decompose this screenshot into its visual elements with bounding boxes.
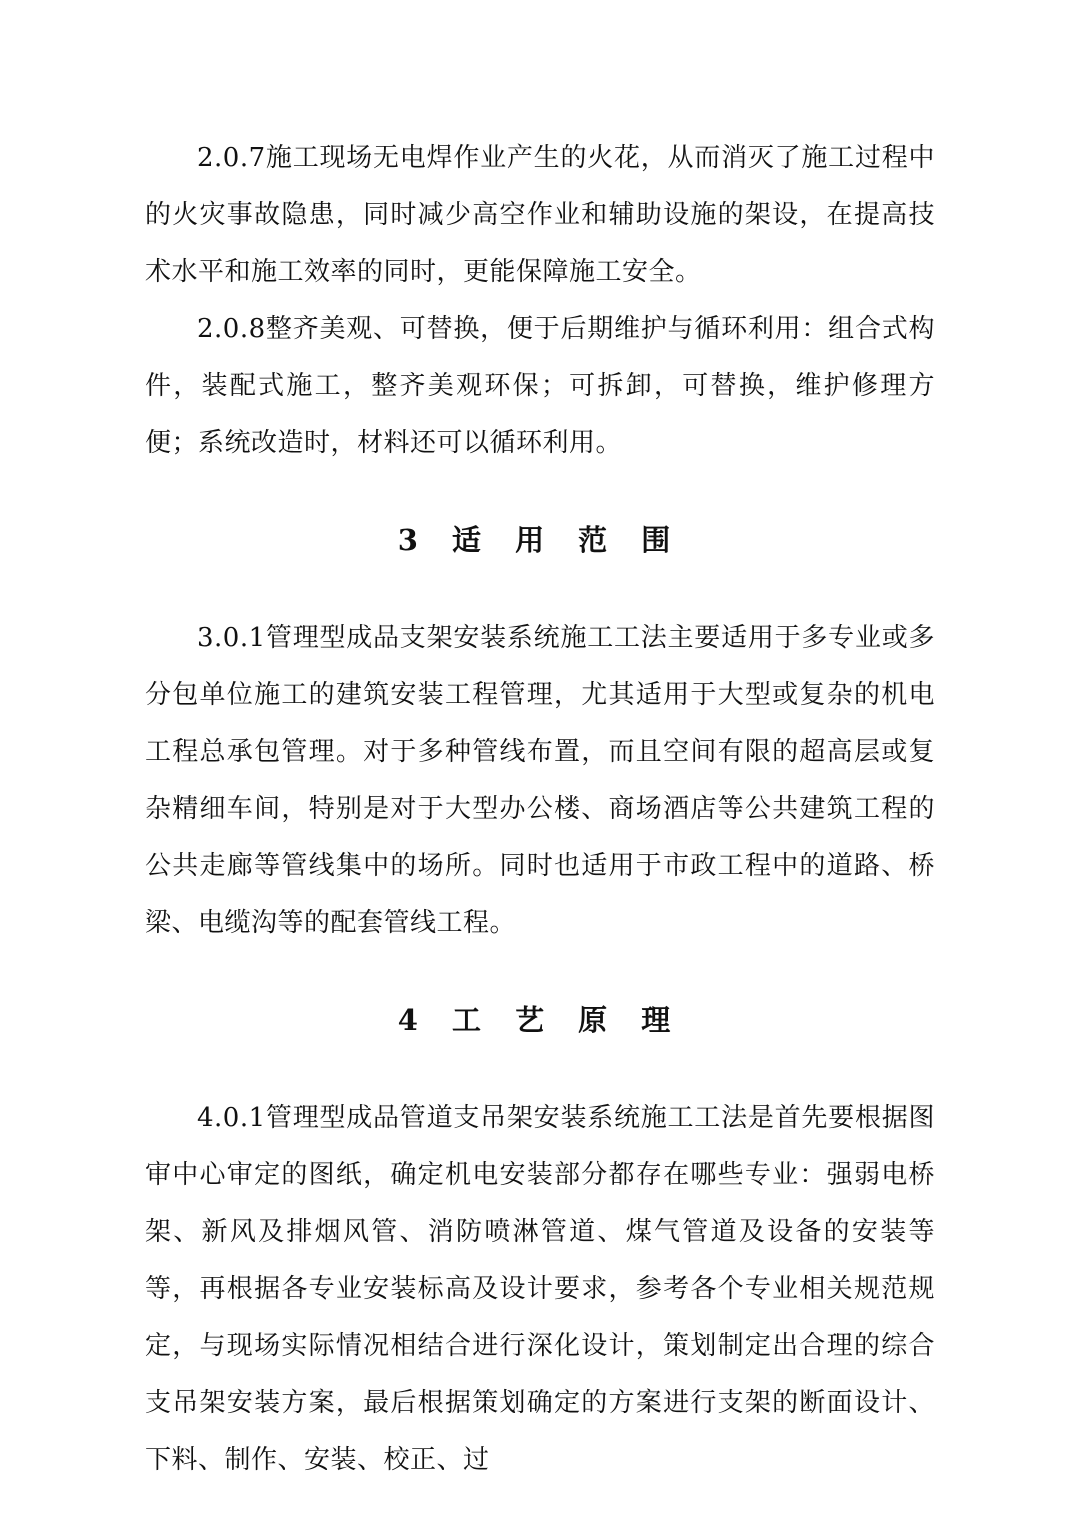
section-heading-principle: 4 工 艺 原 理 xyxy=(397,1003,683,1037)
paragraph-2-0-8: 2.0.8整齐美观、可替换，便于后期维护与循环利用：组合式构件，装配式施工，整齐美观环保；可拆卸，可替换，维护修理方便；系统改造时，材料还可以循环利用。 xyxy=(145,314,935,458)
section-heading-scope: 3 适 用 范 围 xyxy=(397,523,683,557)
paragraph-3-0-1: 3.0.1管理型成品支架安装系统施工工法主要适用于多专业或多分包单位施工的建筑安装工程管理，尤其适用于大型或复杂的机电工程总承包管理。对于多种管线布置，而且空间有限的超高层或复杂精细车间，特别是对于大型办公楼、商场酒店等公共建筑工程的公共走廊等管线集中的场所。同时也适用于市政工程中的道路、桥梁、电缆沟等的配套管线工程。 xyxy=(145,623,935,938)
paragraph-4-0-1: 4.0.1管理型成品管道支吊架安装系统施工工法是首先要根据图审中心审定的图纸，确定机电安装部分都存在哪些专业：强弱电桥架、新风及排烟风管、消防喷淋管道、煤气管道及设备的安装等等，再根据各专业安装标高及设计要求，参考各个专业相关规范规定，与现场实际情况相结合进行深化设计，策划制定出合理的综合支吊架安装方案，最后根据策划确定的方案进行支架的断面设计、下料、制作、安装、校正、过 xyxy=(145,1103,935,1475)
document-page xyxy=(145,130,935,1489)
paragraph-2-0-7: 2.0.7施工现场无电焊作业产生的火花，从而消灭了施工过程中的火灾事故隐患，同时减少高空作业和辅助设施的架设，在提高技术水平和施工效率的同时，更能保障施工安全。 xyxy=(145,143,935,287)
